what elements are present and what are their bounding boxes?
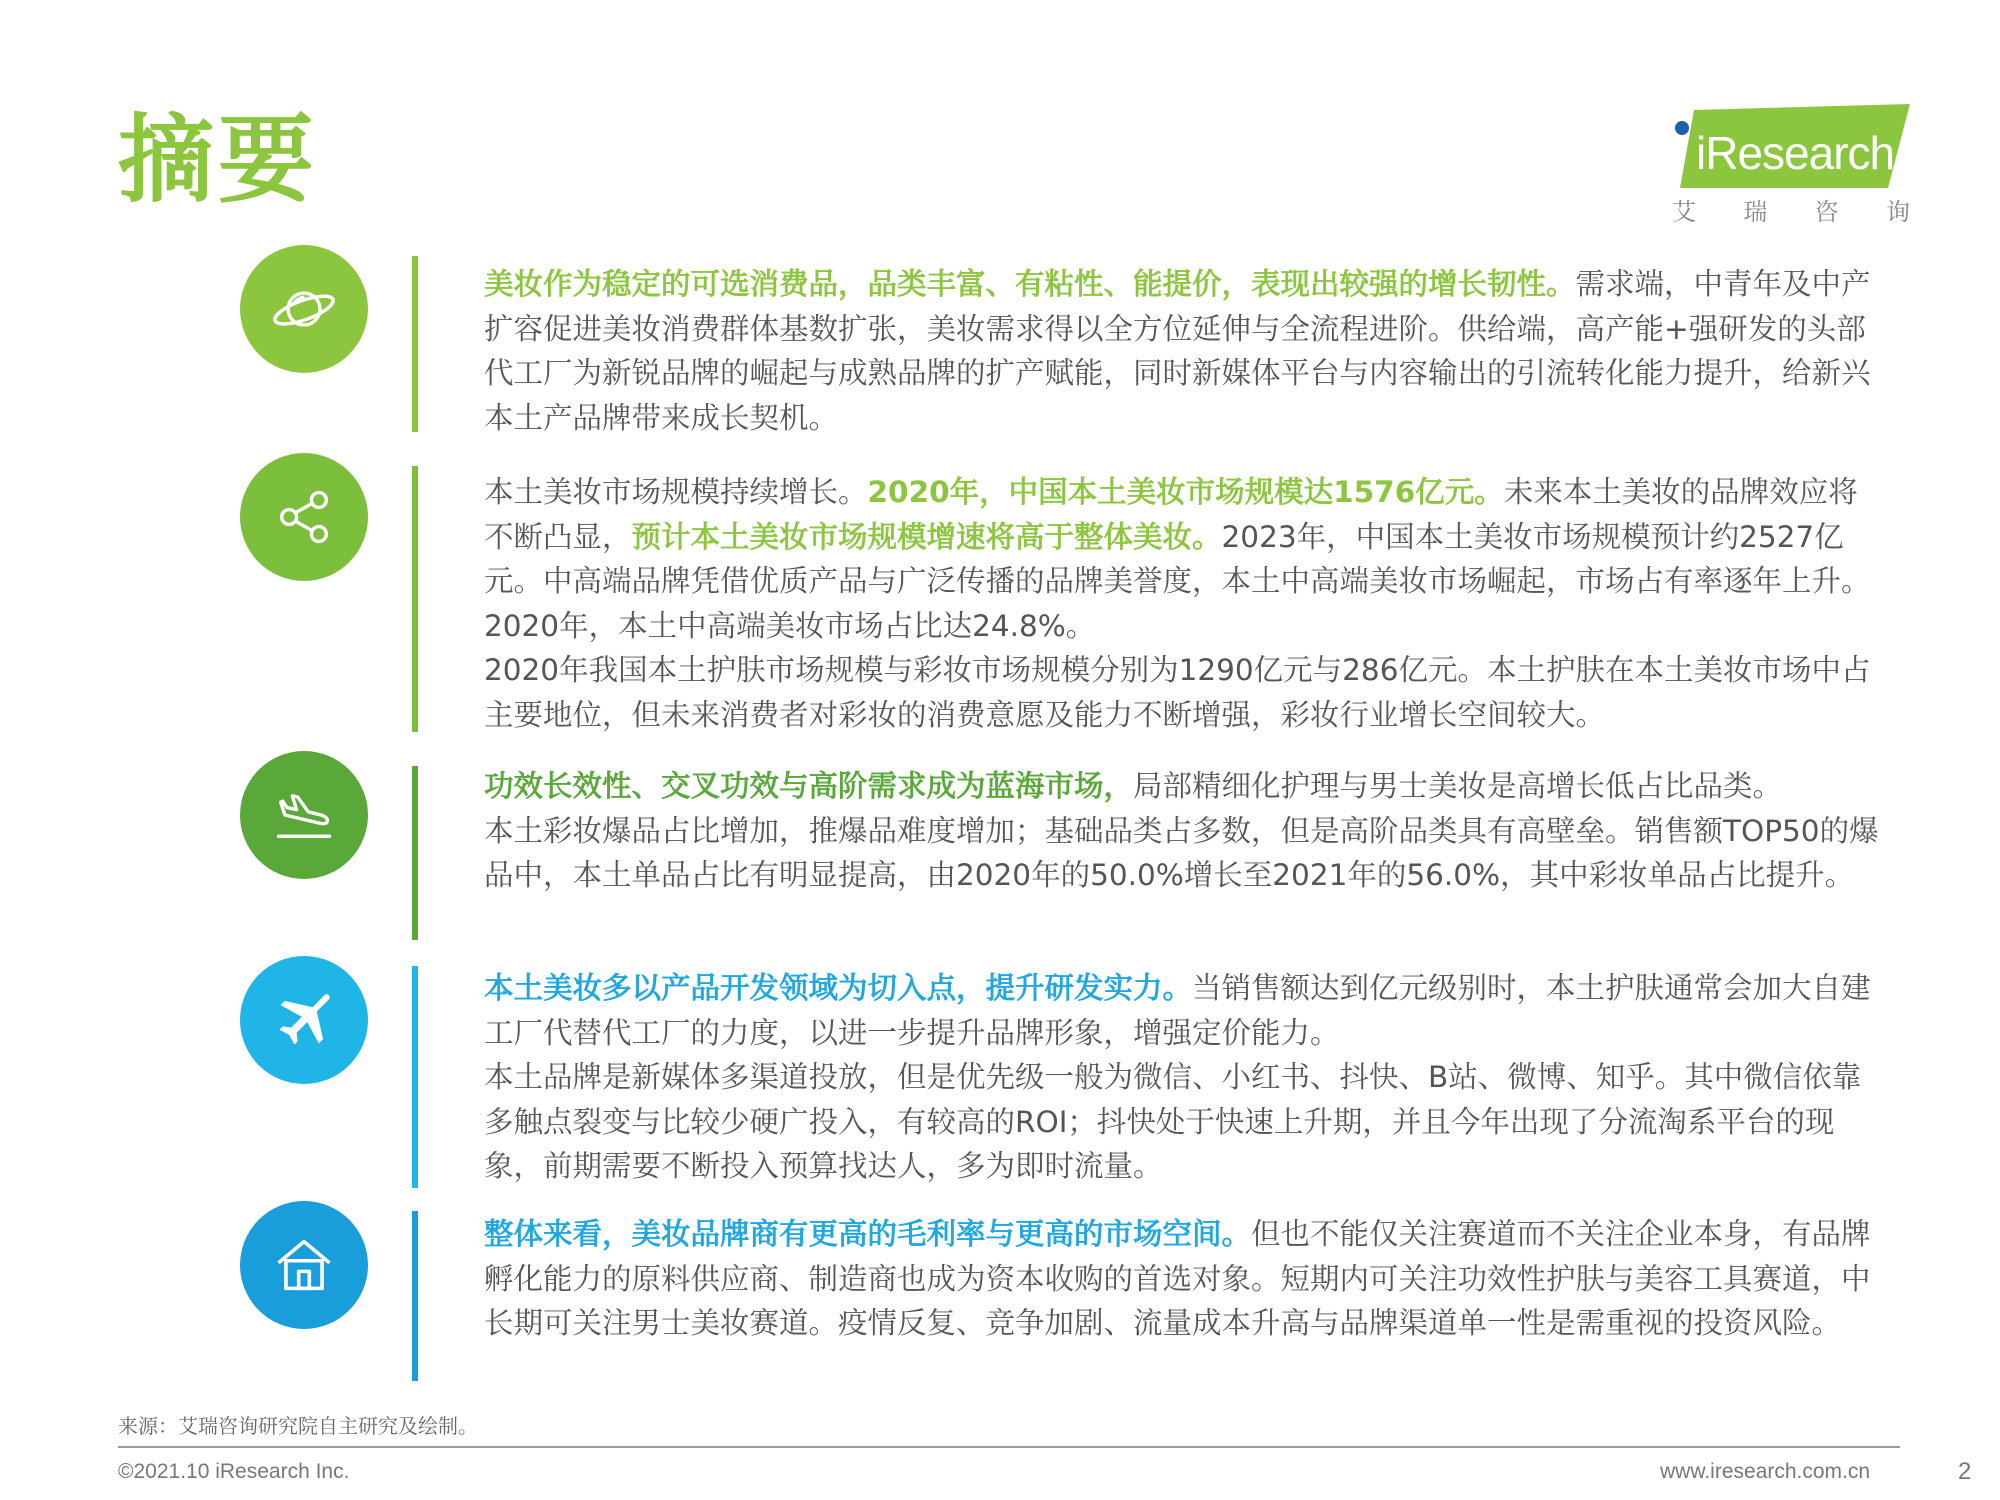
page-title: 摘要: [118, 103, 318, 216]
body-text: 但也不能仅关注赛道而不关注企业本身，有品牌孵化能力的原料供应商、制造商也成为资本收购的首选对象。短期内可关注功效性护肤与美容工具赛道，中长期可关注男士美妆赛道。疫情反复、竞争加剧、流量成本升高与品牌渠道单一性是需重视的投资风险。: [484, 1217, 1871, 1340]
section-4-paragraph-2: 本土品牌是新媒体多渠道投放，但是优先级一般为微信、小红书、抖快、B站、微博、知乎。其中微信依靠多触点裂变与比较少硬广投入，有较高的ROI；抖快处于快速上升期，并且今年出现了分流淘系平台的现象，前期需要不断投入预算找达人，多为即时流量。: [484, 1060, 1862, 1183]
highlight-text: 预计本土美妆市场规模增速将高于整体美妆。: [631, 519, 1222, 554]
section-5-icon-circle: [240, 1201, 368, 1329]
highlight-text: 整体来看，美妆品牌商有更高的毛利率与更高的市场空间。: [484, 1217, 1252, 1251]
logo-char: 询: [1885, 198, 1910, 226]
section-4-paragraph-1: [484, 966, 1884, 1055]
website-link[interactable]: www.iresearch.com.cn: [1660, 1460, 1871, 1483]
section-2-accent-bar: [412, 466, 418, 732]
section-2-paragraph-2: 2020年我国本土护肤市场规模与彩妆市场规模分别为1290亿元与286亿元。本土护肤在本土美妆市场中占主要地位，但未来消费者对彩妆的消费意愿及能力不断增强，彩妆行业增长空间较大。: [484, 653, 1871, 732]
airplane-icon: [270, 986, 338, 1054]
body-text: 未来本土美妆的品牌效应将不断凸显，: [484, 475, 1858, 554]
section-3-text: [484, 764, 1884, 898]
share-icon: [270, 483, 338, 551]
logo-char: 艾: [1672, 198, 1696, 226]
section-1-accent-bar: [412, 256, 418, 432]
section-3-paragraph-2: 本土彩妆爆品占比增加，推爆品难度增加；基础品类占多数，但是高阶品类具有高壁垒。销售额TOP50的爆品中，本土单品占比有明显提高，由2020年的50.0%增长至2021年的56.0%，其中彩妆单品占比提升。: [484, 813, 1879, 892]
body-text: 局部精细化护理与男士美妆是高增长低占比品类。: [1133, 769, 1783, 803]
section-2-paragraph-1: [484, 470, 1884, 648]
logo-char: 瑞: [1743, 198, 1768, 226]
body-text: 本土美妆市场规模持续增长。: [484, 475, 868, 509]
highlight-text: 本土美妆多以产品开发领域为切入点，提升研发实力。: [484, 971, 1193, 1005]
section-1-paragraph: [484, 262, 1884, 440]
section-3-icon-circle: [240, 751, 368, 879]
section-1-text: [484, 262, 1884, 440]
logo-chinese-name: [1672, 192, 1910, 227]
iresearch-logo: [1660, 104, 1910, 229]
page-number: 2: [1958, 1458, 1972, 1485]
body-text: 需求端，中青年及中产扩容促进美妆消费群体基数扩张，美妆需求得以全方位延伸与全流程进阶。供给端，高产能+强研发的头部代工厂为新锐品牌的崛起与成熟品牌的扩产赋能，同时新媒体平台与内容输出的引流转化能力提升，给新兴本土产品牌带来成长契机。: [484, 267, 1871, 435]
plane-landing-icon: [270, 781, 338, 849]
highlight-text: 功效长效性、交叉功效与高阶需求成为蓝海市场，: [484, 769, 1134, 803]
section-4-accent-bar: [412, 966, 418, 1188]
section-2-text: [484, 470, 1884, 737]
section-4-text: [484, 966, 1884, 1189]
body-text: 当销售额达到亿元级别时，本土护肤通常会加大自建工厂代替代工厂的力度，以进一步提升品牌形象，增强定价能力。: [484, 971, 1871, 1050]
section-1-icon-circle: [240, 245, 368, 373]
section-5-paragraph: [484, 1212, 1884, 1346]
highlight-text: 2020年，中国本土美妆市场规模达1576亿元。: [867, 475, 1504, 509]
logo-brand-text: iResearch: [1696, 127, 1895, 179]
source-note: 来源：艾瑞咨询研究院自主研究及绘制。: [118, 1414, 478, 1438]
highlight-text: 美妆作为稳定的可选消费品，品类丰富、有粘性、能提价，表现出较强的增长韧性。: [484, 267, 1576, 301]
body-text: 2023年，中国本土美妆市场规模预计约2527亿元。中高端品牌凭借优质产品与广泛传播的品牌美誉度，本土中高端美妆市场崛起，市场占有率逐年上升。2020年，本土中高端美妆市场占比达24.8%。: [484, 519, 1871, 643]
section-5-text: [484, 1212, 1884, 1346]
footer-divider: [118, 1446, 1900, 1448]
section-4-icon-circle: [240, 956, 368, 1084]
home-icon: [270, 1231, 338, 1299]
planet-icon: [270, 275, 338, 343]
section-3-paragraph-1: [484, 764, 1884, 809]
section-2-icon-circle: [240, 453, 368, 581]
copyright: ©2021.10 iResearch Inc.: [118, 1460, 350, 1483]
section-5-accent-bar: [412, 1211, 418, 1381]
section-3-accent-bar: [412, 766, 418, 940]
logo-char: 咨: [1814, 198, 1839, 226]
